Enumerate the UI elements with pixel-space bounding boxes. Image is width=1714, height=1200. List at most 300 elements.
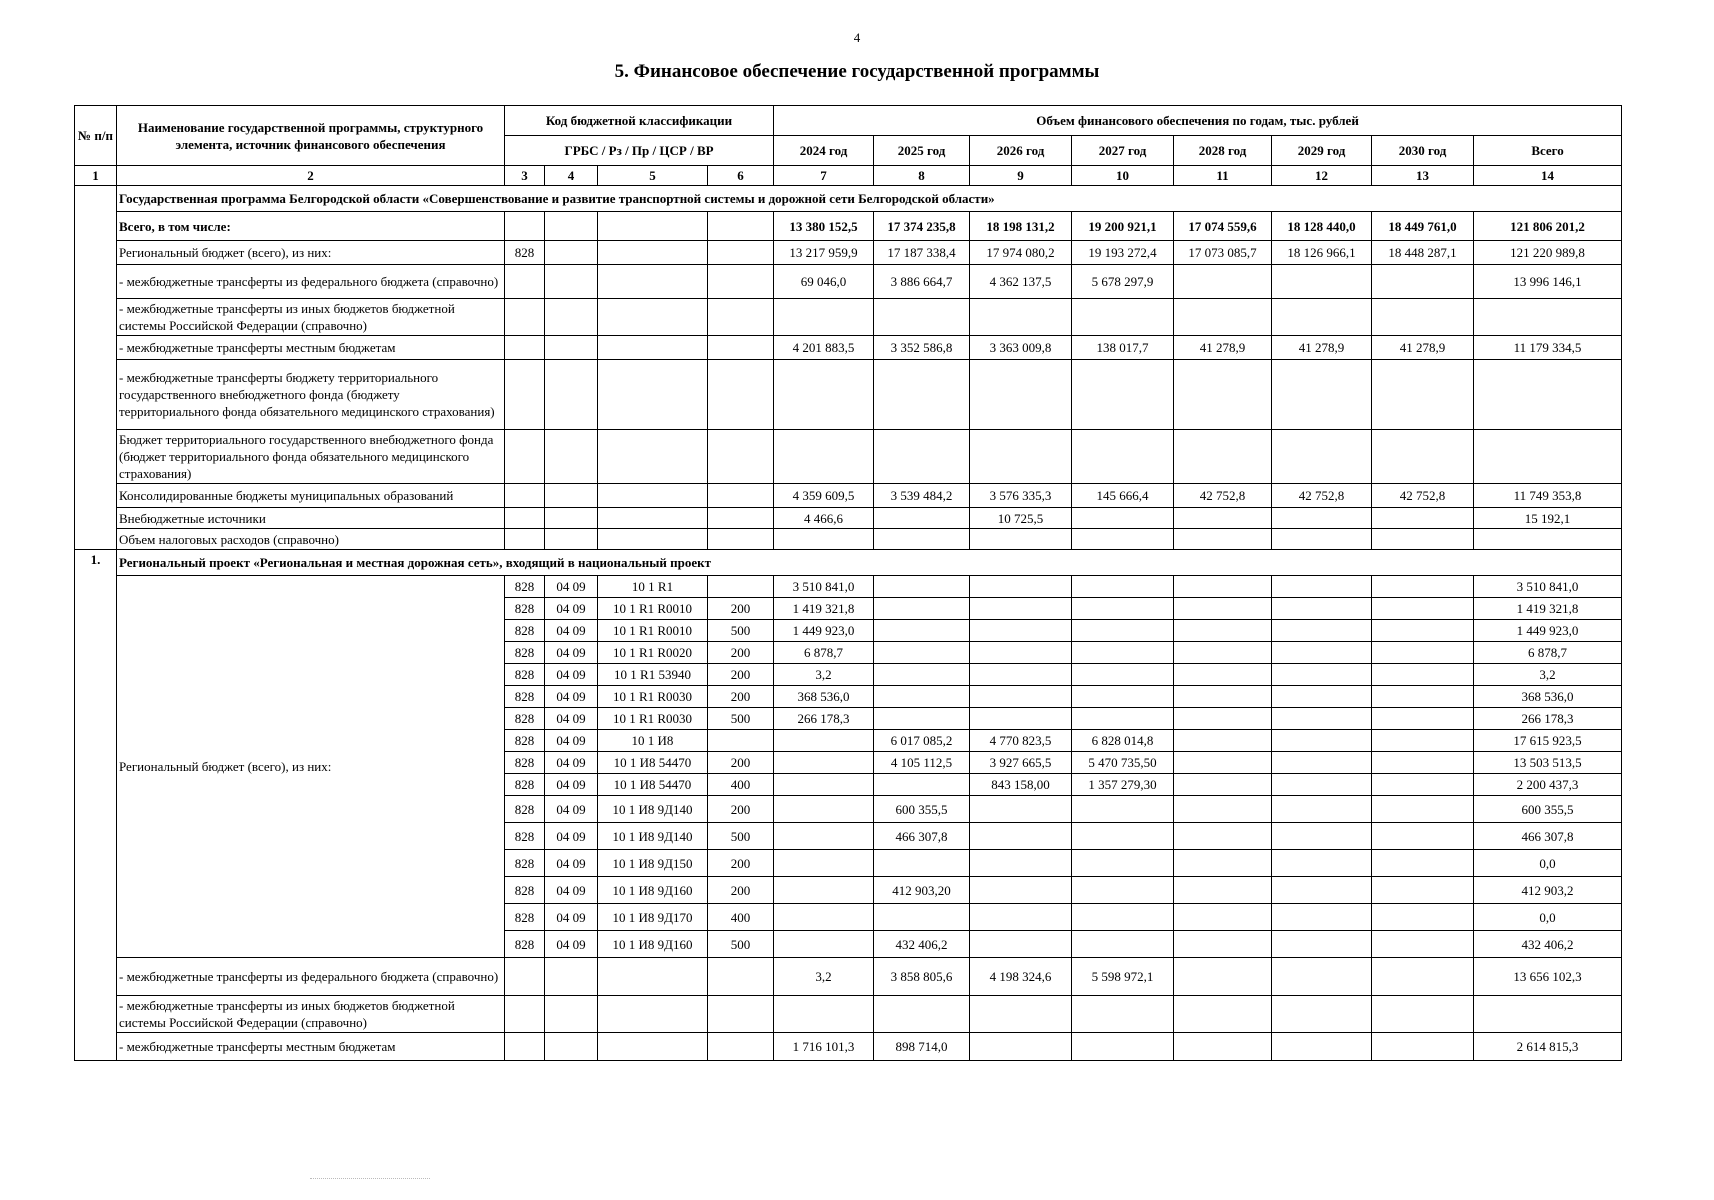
program-title: Государственная программа Белгородской области «Совершенствование и развитие транспортной системы и дорожной сети Белгородской области»: [117, 186, 1622, 212]
scan-artifact: [310, 1178, 430, 1180]
grbs-cell: 828: [505, 823, 545, 850]
value-cell: [1072, 708, 1174, 730]
value-cell: 5 678 297,9: [1072, 265, 1174, 299]
row-name: Объем налоговых расходов (справочно): [117, 529, 505, 550]
value-cell: 3 352 586,8: [874, 336, 970, 360]
value-cell: 13 503 513,5: [1474, 752, 1622, 774]
rz-pr-cell: 04 09: [545, 752, 598, 774]
table-row: [75, 576, 1622, 598]
grbs-cell: [505, 336, 545, 360]
value-cell: 17 073 085,7: [1174, 241, 1272, 265]
vr-cell: 200: [708, 850, 774, 877]
value-cell: [774, 430, 874, 484]
value-cell: [1272, 686, 1372, 708]
value-cell: [1174, 508, 1272, 529]
value-cell: [970, 430, 1072, 484]
value-cell: [1372, 598, 1474, 620]
column-number: 8: [874, 166, 970, 186]
column-number: 6: [708, 166, 774, 186]
rz-pr-cell: 04 09: [545, 708, 598, 730]
document-title: 5. Финансовое обеспечение государственной программы: [614, 61, 1100, 82]
csr-cell: 10 1 И8: [598, 730, 708, 752]
value-cell: [1372, 850, 1474, 877]
rz-pr-cell: 04 09: [545, 642, 598, 664]
rz-pr-cell: 04 09: [545, 774, 598, 796]
value-cell: [1072, 850, 1174, 877]
value-cell: [1474, 360, 1622, 430]
grbs-cell: [505, 484, 545, 508]
value-cell: [1174, 996, 1272, 1033]
value-cell: 5 470 735,50: [1072, 752, 1174, 774]
value-cell: [874, 664, 970, 686]
header-num: № п/п: [75, 106, 117, 166]
page-number: 4: [853, 30, 861, 45]
vr-cell: 200: [708, 686, 774, 708]
column-number: 10: [1072, 166, 1174, 186]
value-cell: [1272, 796, 1372, 823]
value-cell: 13 380 152,5: [774, 212, 874, 241]
csr-cell: 10 1 R1 53940: [598, 664, 708, 686]
vr-cell: [708, 360, 774, 430]
value-cell: [1272, 730, 1372, 752]
rz-pr-cell: [545, 241, 598, 265]
csr-cell: 10 1 И8 9Д160: [598, 877, 708, 904]
value-cell: 1 449 923,0: [1474, 620, 1622, 642]
project-title: Региональный проект «Региональная и местная дорожная сеть», входящий в национальный проект: [117, 550, 1622, 576]
value-cell: 1 716 101,3: [774, 1033, 874, 1061]
value-cell: [1072, 508, 1174, 529]
rz-pr-cell: [545, 430, 598, 484]
value-cell: [1272, 752, 1372, 774]
value-cell: 266 178,3: [774, 708, 874, 730]
value-cell: [1072, 360, 1174, 430]
grbs-cell: 828: [505, 686, 545, 708]
value-cell: 19 200 921,1: [1072, 212, 1174, 241]
value-cell: [874, 850, 970, 877]
vr-cell: [708, 484, 774, 508]
grbs-cell: 828: [505, 576, 545, 598]
rz-pr-cell: 04 09: [545, 686, 598, 708]
value-cell: [1174, 1033, 1272, 1061]
value-cell: 18 448 287,1: [1372, 241, 1474, 265]
value-cell: [1072, 598, 1174, 620]
header-year: Всего: [1474, 136, 1622, 166]
row-name: Региональный бюджет (всего), из них:: [117, 241, 505, 265]
value-cell: [970, 796, 1072, 823]
value-cell: 266 178,3: [1474, 708, 1622, 730]
value-cell: [774, 774, 874, 796]
value-cell: 6 017 085,2: [874, 730, 970, 752]
value-cell: 11 179 334,5: [1474, 336, 1622, 360]
table-row: [75, 484, 1622, 508]
value-cell: [1372, 796, 1474, 823]
value-cell: 4 362 137,5: [970, 265, 1072, 299]
grbs-cell: 828: [505, 642, 545, 664]
rz-pr-cell: [545, 299, 598, 336]
value-cell: 898 714,0: [874, 1033, 970, 1061]
empty-code-cell: [505, 1033, 545, 1061]
grbs-cell: 828: [505, 730, 545, 752]
empty-code-cell: [598, 996, 708, 1033]
vr-cell: 200: [708, 796, 774, 823]
row-name: Всего, в том числе:: [117, 212, 505, 241]
vr-cell: 500: [708, 931, 774, 958]
grbs-cell: [505, 299, 545, 336]
rz-pr-cell: [545, 484, 598, 508]
value-cell: 121 806 201,2: [1474, 212, 1622, 241]
value-cell: 3 510 841,0: [1474, 576, 1622, 598]
empty-code-cell: [598, 1033, 708, 1061]
value-cell: 69 046,0: [774, 265, 874, 299]
rz-pr-cell: 04 09: [545, 730, 598, 752]
row-name: Консолидированные бюджеты муниципальных образований: [117, 484, 505, 508]
value-cell: [970, 931, 1072, 958]
value-cell: 18 198 131,2: [970, 212, 1072, 241]
value-cell: [1072, 823, 1174, 850]
grbs-cell: [505, 265, 545, 299]
rz-pr-cell: 04 09: [545, 877, 598, 904]
value-cell: [970, 529, 1072, 550]
rz-pr-cell: 04 09: [545, 850, 598, 877]
value-cell: 0,0: [1474, 850, 1622, 877]
value-cell: 466 307,8: [1474, 823, 1622, 850]
row-name: Внебюджетные источники: [117, 508, 505, 529]
value-cell: [970, 904, 1072, 931]
rz-pr-cell: 04 09: [545, 796, 598, 823]
header-year: 2025 год: [874, 136, 970, 166]
grbs-cell: 828: [505, 752, 545, 774]
row-name: - межбюджетные трансферты из иных бюджетов бюджетной системы Российской Федерации (справочно): [117, 996, 505, 1033]
csr-cell: 10 1 И8 9Д150: [598, 850, 708, 877]
header-year: 2026 год: [970, 136, 1072, 166]
vr-cell: 400: [708, 904, 774, 931]
vr-cell: 200: [708, 598, 774, 620]
value-cell: 145 666,4: [1072, 484, 1174, 508]
column-number: 9: [970, 166, 1072, 186]
value-cell: 3 510 841,0: [774, 576, 874, 598]
grbs-cell: [505, 529, 545, 550]
value-cell: 4 466,6: [774, 508, 874, 529]
empty-code-cell: [708, 1033, 774, 1061]
value-cell: [1072, 931, 1174, 958]
vr-cell: 200: [708, 664, 774, 686]
value-cell: [1174, 877, 1272, 904]
value-cell: [1174, 708, 1272, 730]
value-cell: 0,0: [1474, 904, 1622, 931]
column-number: 14: [1474, 166, 1622, 186]
value-cell: [1072, 620, 1174, 642]
value-cell: 42 752,8: [1372, 484, 1474, 508]
value-cell: 5 598 972,1: [1072, 958, 1174, 996]
value-cell: [1372, 752, 1474, 774]
value-cell: [1372, 430, 1474, 484]
rz-pr-cell: 04 09: [545, 664, 598, 686]
value-cell: [1372, 642, 1474, 664]
value-cell: 41 278,9: [1272, 336, 1372, 360]
value-cell: [1272, 529, 1372, 550]
grbs-cell: [505, 212, 545, 241]
value-cell: 138 017,7: [1072, 336, 1174, 360]
column-number: 7: [774, 166, 874, 186]
value-cell: 368 536,0: [774, 686, 874, 708]
value-cell: [774, 823, 874, 850]
value-cell: 3 886 664,7: [874, 265, 970, 299]
value-cell: [1372, 686, 1474, 708]
header-year: 2029 год: [1272, 136, 1372, 166]
value-cell: 18 126 966,1: [1272, 241, 1372, 265]
value-cell: [1272, 958, 1372, 996]
column-number: 3: [505, 166, 545, 186]
value-cell: [1372, 877, 1474, 904]
value-cell: 42 752,8: [1174, 484, 1272, 508]
value-cell: 412 903,20: [874, 877, 970, 904]
value-cell: [774, 877, 874, 904]
vr-cell: [708, 430, 774, 484]
vr-cell: [708, 212, 774, 241]
value-cell: [1072, 904, 1174, 931]
value-cell: 2 200 437,3: [1474, 774, 1622, 796]
csr-cell: [598, 430, 708, 484]
vr-cell: 200: [708, 642, 774, 664]
value-cell: [970, 598, 1072, 620]
value-cell: 13 996 146,1: [1474, 265, 1622, 299]
value-cell: [1174, 642, 1272, 664]
table-row: [75, 529, 1622, 550]
csr-cell: 10 1 R1 R0010: [598, 598, 708, 620]
csr-cell: 10 1 R1 R0030: [598, 708, 708, 730]
rz-pr-cell: 04 09: [545, 598, 598, 620]
vr-cell: [708, 576, 774, 598]
csr-cell: [598, 265, 708, 299]
header-budget-code: Код бюджетной классификации: [505, 106, 774, 136]
value-cell: [1272, 620, 1372, 642]
value-cell: [774, 360, 874, 430]
value-cell: [1372, 823, 1474, 850]
value-cell: 41 278,9: [1372, 336, 1474, 360]
value-cell: [970, 708, 1072, 730]
value-cell: [970, 823, 1072, 850]
value-cell: 600 355,5: [1474, 796, 1622, 823]
csr-cell: [598, 529, 708, 550]
value-cell: [1372, 904, 1474, 931]
value-cell: [1372, 529, 1474, 550]
row-name: - межбюджетные трансферты местным бюджетам: [117, 1033, 505, 1061]
value-cell: 6 828 014,8: [1072, 730, 1174, 752]
value-cell: [1372, 664, 1474, 686]
financing-table: [74, 105, 1622, 1061]
grbs-cell: 828: [505, 931, 545, 958]
csr-cell: [598, 508, 708, 529]
value-cell: [1372, 1033, 1474, 1061]
value-cell: [874, 598, 970, 620]
value-cell: [1272, 708, 1372, 730]
value-cell: 3,2: [774, 664, 874, 686]
grbs-cell: 828: [505, 850, 545, 877]
column-number: 2: [117, 166, 505, 186]
value-cell: [1174, 796, 1272, 823]
row-name: - межбюджетные трансферты из федерального бюджета (справочно): [117, 265, 505, 299]
csr-cell: 10 1 R1: [598, 576, 708, 598]
csr-cell: 10 1 И8 9Д140: [598, 796, 708, 823]
vr-cell: 200: [708, 752, 774, 774]
grbs-cell: 828: [505, 598, 545, 620]
csr-cell: 10 1 R1 R0010: [598, 620, 708, 642]
value-cell: [1072, 642, 1174, 664]
csr-cell: 10 1 R1 R0030: [598, 686, 708, 708]
value-cell: 1 357 279,30: [1072, 774, 1174, 796]
rz-pr-cell: [545, 529, 598, 550]
rz-pr-cell: [545, 360, 598, 430]
empty-code-cell: [505, 996, 545, 1033]
table-row: [75, 241, 1622, 265]
value-cell: [1272, 664, 1372, 686]
value-cell: 18 449 761,0: [1372, 212, 1474, 241]
value-cell: [1174, 598, 1272, 620]
table-row: [75, 996, 1622, 1033]
value-cell: [1272, 299, 1372, 336]
value-cell: [874, 576, 970, 598]
csr-cell: 10 1 И8 9Д140: [598, 823, 708, 850]
value-cell: [1474, 529, 1622, 550]
rz-pr-cell: 04 09: [545, 904, 598, 931]
value-cell: [1474, 299, 1622, 336]
value-cell: [774, 796, 874, 823]
value-cell: 843 158,00: [970, 774, 1072, 796]
csr-cell: [598, 484, 708, 508]
empty-code-cell: [545, 958, 598, 996]
value-cell: [970, 877, 1072, 904]
row-name: Бюджет территориального государственного внебюджетного фонда (бюджет территориального фонда обязательного медицинского страхования): [117, 430, 505, 484]
grbs-cell: 828: [505, 620, 545, 642]
vr-cell: 500: [708, 620, 774, 642]
value-cell: [970, 576, 1072, 598]
rz-pr-cell: 04 09: [545, 823, 598, 850]
value-cell: [1272, 823, 1372, 850]
value-cell: [970, 850, 1072, 877]
value-cell: 4 770 823,5: [970, 730, 1072, 752]
csr-cell: [598, 241, 708, 265]
csr-cell: 10 1 И8 54470: [598, 774, 708, 796]
value-cell: [874, 686, 970, 708]
value-cell: [874, 996, 970, 1033]
value-cell: [1174, 620, 1272, 642]
rz-pr-cell: [545, 336, 598, 360]
csr-cell: [598, 212, 708, 241]
value-cell: [1174, 430, 1272, 484]
value-cell: [1174, 664, 1272, 686]
vr-cell: [708, 336, 774, 360]
table-row: [75, 1033, 1622, 1061]
value-cell: [1272, 877, 1372, 904]
row-name: - межбюджетные трансферты из иных бюджетов бюджетной системы Российской Федерации (справочно): [117, 299, 505, 336]
value-cell: 4 198 324,6: [970, 958, 1072, 996]
row-number-cell: [75, 186, 117, 550]
value-cell: [774, 752, 874, 774]
grbs-cell: 828: [505, 796, 545, 823]
value-cell: [1272, 642, 1372, 664]
csr-cell: 10 1 R1 R0020: [598, 642, 708, 664]
header-year: 2028 год: [1174, 136, 1272, 166]
value-cell: [774, 931, 874, 958]
table-row: [75, 958, 1622, 996]
value-cell: 3,2: [1474, 664, 1622, 686]
value-cell: 42 752,8: [1272, 484, 1372, 508]
grbs-cell: [505, 508, 545, 529]
value-cell: [774, 299, 874, 336]
empty-code-cell: [545, 1033, 598, 1061]
value-cell: 3 858 805,6: [874, 958, 970, 996]
value-cell: 2 614 815,3: [1474, 1033, 1622, 1061]
column-number: 1: [75, 166, 117, 186]
value-cell: [1174, 958, 1272, 996]
value-cell: [1474, 996, 1622, 1033]
value-cell: [1072, 1033, 1174, 1061]
value-cell: [1272, 850, 1372, 877]
value-cell: [1174, 529, 1272, 550]
value-cell: [1372, 708, 1474, 730]
csr-cell: [598, 299, 708, 336]
grbs-cell: 828: [505, 877, 545, 904]
value-cell: [1174, 576, 1272, 598]
value-cell: [1072, 796, 1174, 823]
header-name: Наименование государственной программы, структурного элемента, источник финансового обеспечения: [117, 106, 505, 166]
value-cell: 17 374 235,8: [874, 212, 970, 241]
value-cell: 11 749 353,8: [1474, 484, 1622, 508]
vr-cell: [708, 241, 774, 265]
value-cell: [1072, 299, 1174, 336]
table-row: [75, 430, 1622, 484]
value-cell: [1372, 996, 1474, 1033]
vr-cell: 200: [708, 877, 774, 904]
value-cell: [1174, 686, 1272, 708]
value-cell: [970, 360, 1072, 430]
value-cell: [1174, 931, 1272, 958]
value-cell: [970, 1033, 1072, 1061]
value-cell: [874, 642, 970, 664]
vr-cell: 500: [708, 823, 774, 850]
empty-code-cell: [545, 996, 598, 1033]
value-cell: [1174, 265, 1272, 299]
value-cell: 10 725,5: [970, 508, 1072, 529]
table-row: [75, 299, 1622, 336]
grbs-cell: [505, 360, 545, 430]
value-cell: [1272, 1033, 1372, 1061]
value-cell: [1272, 576, 1372, 598]
value-cell: [1174, 752, 1272, 774]
table-row: [75, 186, 1622, 212]
value-cell: [1072, 430, 1174, 484]
value-cell: [874, 360, 970, 430]
value-cell: [874, 430, 970, 484]
value-cell: [1372, 576, 1474, 598]
value-cell: [1174, 360, 1272, 430]
value-cell: [1372, 508, 1474, 529]
rz-pr-cell: [545, 265, 598, 299]
value-cell: [774, 996, 874, 1033]
value-cell: [874, 529, 970, 550]
value-cell: 3 576 335,3: [970, 484, 1072, 508]
value-cell: 6 878,7: [774, 642, 874, 664]
value-cell: 1 449 923,0: [774, 620, 874, 642]
value-cell: 13 217 959,9: [774, 241, 874, 265]
row-name: - межбюджетные трансферты местным бюджетам: [117, 336, 505, 360]
value-cell: [774, 529, 874, 550]
csr-cell: [598, 336, 708, 360]
value-cell: 412 903,2: [1474, 877, 1622, 904]
rz-pr-cell: 04 09: [545, 931, 598, 958]
value-cell: [874, 620, 970, 642]
value-cell: [1174, 850, 1272, 877]
